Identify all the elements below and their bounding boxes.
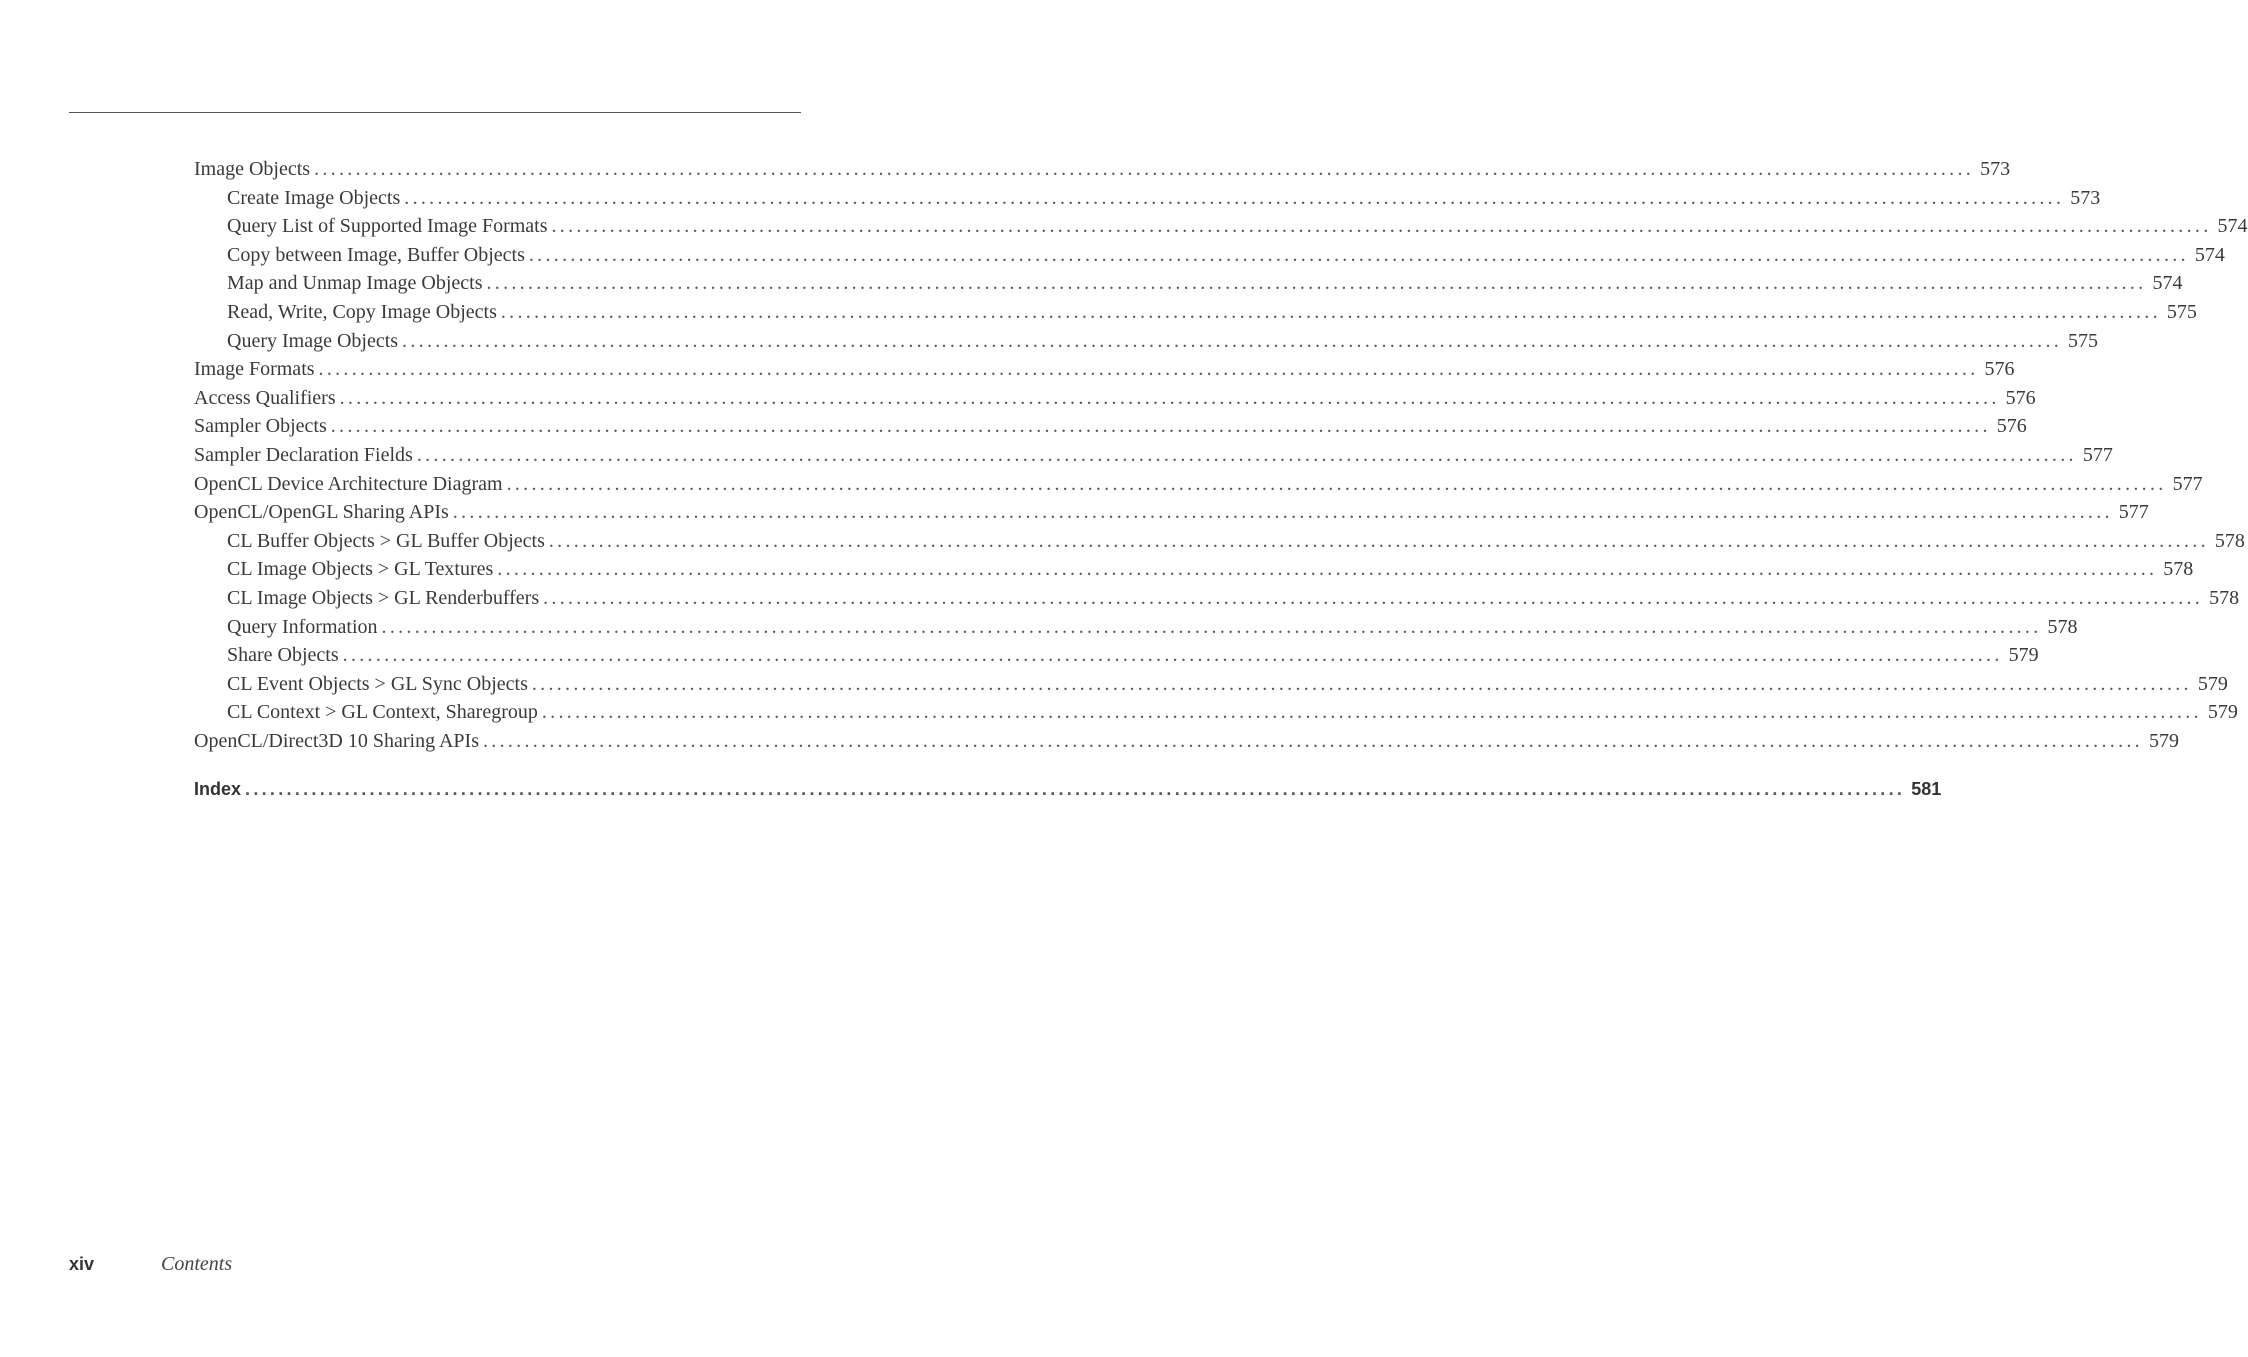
dot-leader: ........................................................................................................................................................................................................: [528, 243, 2189, 266]
toc-entry[interactable]: [194, 727, 2179, 756]
dot-leader: ........................................................................................................................................................................................................: [245, 779, 1906, 800]
toc-entry-page: 578: [2047, 615, 2078, 638]
toc-entry-label: CL Context > GL Context, Sharegroup: [227, 701, 538, 724]
toc-entry-page: 575: [2068, 329, 2099, 352]
toc-entry-label: CL Buffer Objects > GL Buffer Objects: [227, 529, 545, 552]
dot-leader: ........................................................................................................................................................................................................: [416, 443, 2077, 466]
toc-entry-label: CL Image Objects > GL Renderbuffers: [227, 586, 540, 609]
toc-entry[interactable]: [194, 641, 2039, 670]
dot-leader: ........................................................................................................................................................................................................: [500, 300, 2161, 323]
toc-entry-page: 579: [2197, 672, 2228, 695]
dot-leader: ........................................................................................................................................................................................................: [551, 215, 2212, 238]
header-rule: [69, 112, 801, 113]
toc-entry-label: CL Event Objects > GL Sync Objects: [227, 672, 528, 695]
toc-entry-page: 579: [2148, 729, 2179, 752]
toc-entry[interactable]: [194, 355, 2015, 384]
toc-entry-page: 578: [2209, 586, 2240, 609]
toc-entry[interactable]: [194, 670, 2228, 699]
toc-entry-label: Query Information: [227, 615, 378, 638]
toc-entry-label: Access Qualifiers: [194, 386, 336, 409]
dot-leader: ........................................................................................................................................................................................................: [548, 529, 2209, 552]
page-number: xiv: [69, 1254, 95, 1274]
dot-leader: ........................................................................................................................................................................................................: [402, 329, 2063, 352]
toc-entry-label: Read, Write, Copy Image Objects: [227, 300, 497, 323]
dot-leader: ........................................................................................................................................................................................................: [381, 615, 2042, 638]
dot-leader: ........................................................................................................................................................................................................: [314, 158, 1975, 180]
toc-entry-page: 574: [2217, 215, 2248, 238]
toc-entry-page: 578: [2163, 558, 2194, 581]
dot-leader: ........................................................................................................................................................................................................: [330, 415, 1991, 438]
toc-entry[interactable]: [194, 327, 2099, 356]
toc-entry-label: Map and Unmap Image Objects: [227, 272, 483, 295]
toc-entry[interactable]: [194, 155, 2011, 184]
toc-entry[interactable]: [194, 298, 2197, 327]
dot-leader: ........................................................................................................................................................................................................: [452, 501, 2113, 524]
dot-leader: ........................................................................................................................................................................................................: [543, 586, 2204, 609]
toc-entry-page: 573: [2070, 186, 2101, 209]
toc-entry[interactable]: [194, 384, 2036, 413]
table-of-contents: [194, 155, 2248, 804]
toc-entry[interactable]: [194, 212, 2248, 241]
dot-leader: ........................................................................................................................................................................................................: [342, 644, 2003, 667]
dot-leader: ........................................................................................................................................................................................................: [404, 186, 2065, 209]
toc-entry-page: 579: [2207, 701, 2238, 724]
toc-entry-label: OpenCL/OpenGL Sharing APIs: [194, 501, 449, 524]
dot-leader: ........................................................................................................................................................................................................: [531, 672, 2192, 695]
toc-entry-label: Query List of Supported Image Formats: [227, 215, 548, 238]
dot-leader: ........................................................................................................................................................................................................: [486, 272, 2147, 295]
toc-entry-label: Create Image Objects: [227, 186, 401, 209]
toc-entry-page: 581: [1911, 779, 1942, 800]
toc-entry[interactable]: [194, 555, 2194, 584]
toc-entry-label: Query Image Objects: [227, 329, 399, 352]
page-footer: [69, 1253, 232, 1276]
dot-leader: ........................................................................................................................................................................................................: [339, 386, 2000, 409]
toc-entry-label: Share Objects: [227, 644, 339, 667]
toc-entry[interactable]: [194, 527, 2245, 556]
dot-leader: ........................................................................................................................................................................................................: [541, 701, 2202, 724]
toc-entry-label: Image Formats: [194, 358, 315, 381]
toc-entry-page: 577: [2118, 501, 2149, 524]
toc-entry[interactable]: [194, 613, 2078, 642]
toc-entry-label: Copy between Image, Buffer Objects: [227, 243, 525, 266]
toc-entry-label: Image Objects: [194, 158, 311, 180]
toc-entry[interactable]: [194, 498, 2149, 527]
dot-leader: ........................................................................................................................................................................................................: [497, 558, 2158, 581]
toc-entry-page: 576: [2005, 386, 2036, 409]
dot-leader: ........................................................................................................................................................................................................: [318, 358, 1979, 381]
toc-entry-label: Sampler Declaration Fields: [194, 443, 413, 466]
toc-entry[interactable]: [194, 412, 2027, 441]
running-title: Contents: [161, 1253, 233, 1275]
toc-entry-label: OpenCL/Direct3D 10 Sharing APIs: [194, 729, 479, 752]
toc-entry-label: Sampler Objects: [194, 415, 327, 438]
toc-entry-label: CL Image Objects > GL Textures: [227, 558, 494, 581]
toc-entry-page: 577: [2172, 472, 2203, 495]
toc-entry[interactable]: [194, 441, 2113, 470]
toc-entry[interactable]: [194, 470, 2203, 499]
toc-entry-label: OpenCL Device Architecture Diagram: [194, 472, 503, 495]
toc-entry-page: 575: [2166, 300, 2197, 323]
toc-entry[interactable]: [194, 584, 2240, 613]
toc-entry-page: 579: [2008, 644, 2039, 667]
toc-entry-page: 578: [2214, 529, 2245, 552]
toc-entry[interactable]: [194, 241, 2225, 270]
toc-entry-index[interactable]: [194, 775, 1942, 804]
toc-entry-page: 577: [2082, 443, 2113, 466]
toc-entry-label: Index: [194, 779, 242, 800]
toc-entry-page: 574: [2152, 272, 2183, 295]
toc-entry[interactable]: [194, 269, 2183, 298]
dot-leader: ........................................................................................................................................................................................................: [506, 472, 2167, 495]
toc-entry-page: 576: [1984, 358, 2015, 381]
toc-entry-page: 576: [1996, 415, 2027, 438]
toc-entry-page: 574: [2194, 243, 2225, 266]
toc-entry[interactable]: [194, 184, 2101, 213]
toc-entry[interactable]: [194, 698, 2238, 727]
dot-leader: ........................................................................................................................................................................................................: [482, 729, 2143, 752]
toc-entry-page: 573: [1980, 158, 2011, 180]
